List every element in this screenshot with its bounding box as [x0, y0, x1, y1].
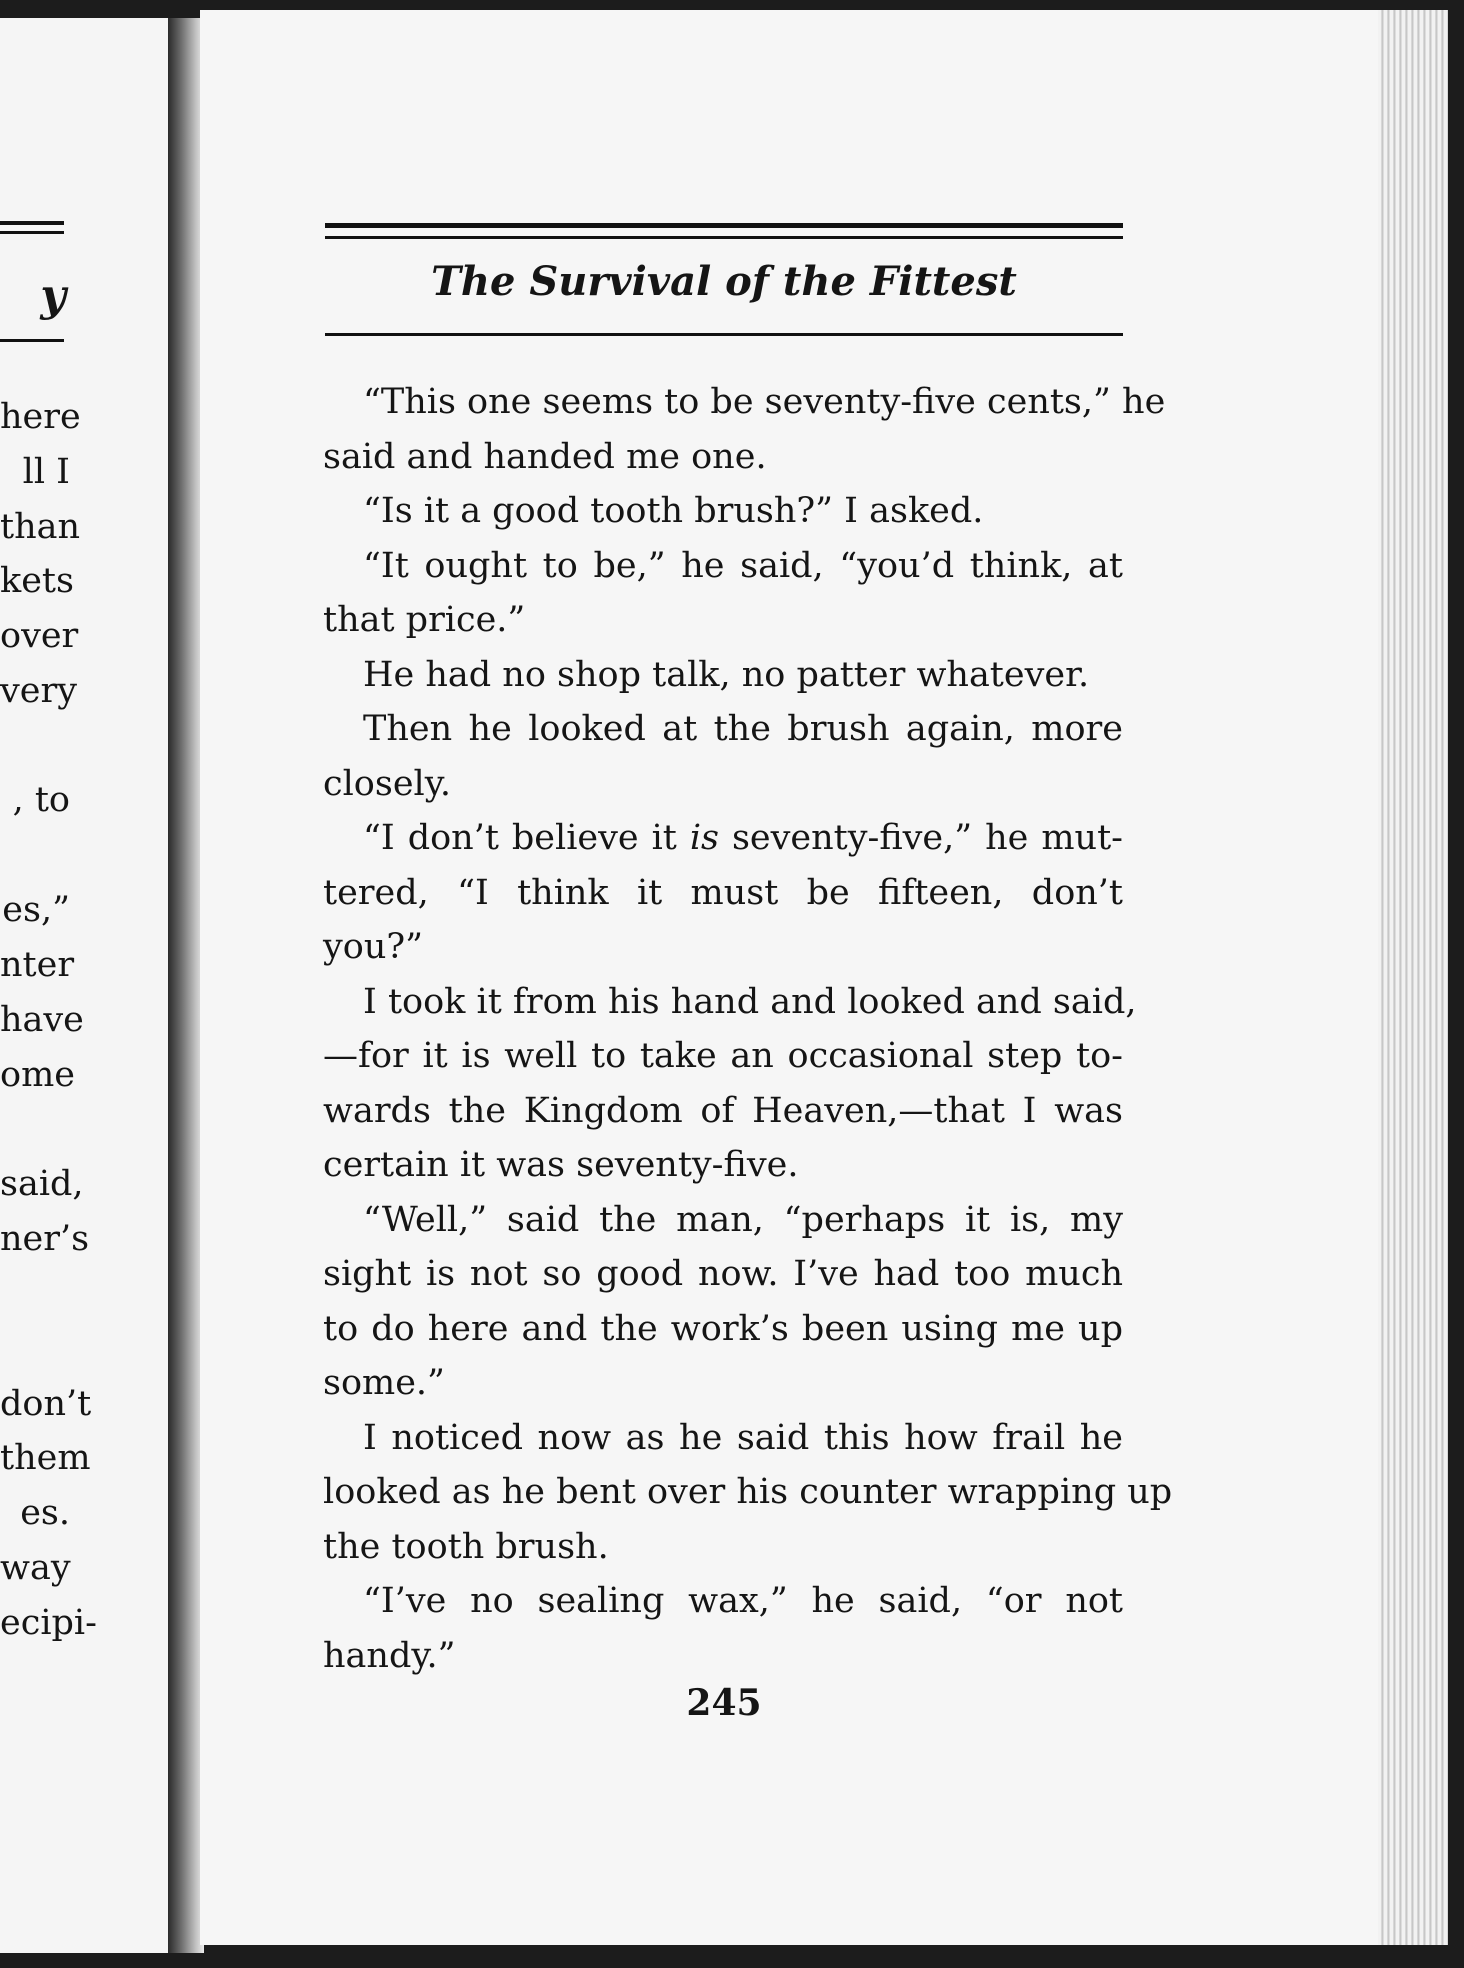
text-line: “It ought to be,” he said, “you’d think, at [363, 545, 1123, 586]
left-text-line: said, [0, 1164, 84, 1204]
left-text-line: ome [0, 1055, 75, 1095]
left-text-line: over [0, 616, 79, 656]
text-line: “Is it a good tooth brush?” I asked. [363, 491, 984, 531]
text-line: “This one seems to be seventy-five cents,” he [363, 382, 1166, 422]
text-line: looked as he bent over his counter wrapping up [323, 1472, 1173, 1512]
text-line: you?” [323, 927, 424, 967]
left-facing-page [0, 18, 172, 1953]
text-line: “Well,” said the man, “perhaps it is, my [363, 1199, 1123, 1240]
text-line: Then he looked at the brush again, more [363, 709, 1123, 749]
left-text-line: ll I [22, 452, 70, 492]
page-edges [1378, 10, 1448, 1945]
text-line: “I’ve no sealing wax,” he said, “or not [363, 1581, 1123, 1621]
left-text-line: than [0, 507, 81, 547]
text-line: “I don’t believe it is seventy-five,” he mut- [363, 818, 1123, 858]
left-text-line: them [0, 1438, 91, 1478]
text-line: —for it is well to take an occasional step to- [323, 1036, 1123, 1076]
emphasis: is [689, 818, 719, 858]
text-line: some.” [323, 1363, 445, 1403]
left-header-rule-thick [0, 221, 64, 225]
text-line: I noticed now as he said this how frail he [363, 1417, 1123, 1458]
book-gutter [168, 18, 204, 1953]
left-text-line: kets [0, 561, 74, 601]
text-line: said and handed me one. [323, 436, 767, 477]
text-line: that price.” [323, 600, 526, 640]
text-line: to do here and the work’s been using me up [323, 1308, 1123, 1349]
header-rule-thin [325, 236, 1123, 239]
left-text-line: , to [12, 780, 70, 820]
left-text-line: es. [20, 1493, 70, 1533]
text-line: handy.” [323, 1635, 456, 1676]
text-line: I took it from his hand and looked and said, [363, 981, 1137, 1022]
header-rule-thick [325, 223, 1123, 228]
text-line: He had no shop talk, no patter whatever. [363, 654, 1090, 695]
left-text-line: have [0, 1000, 84, 1040]
header-rule-under [325, 333, 1123, 336]
text-line: the tooth brush. [323, 1526, 609, 1567]
text-line: certain it was seventy-five. [323, 1145, 799, 1185]
left-text-line: es,” [2, 890, 70, 930]
left-header-rule-under [0, 339, 64, 342]
left-header-rule-thin [0, 231, 64, 234]
page-number: 245 [686, 1682, 762, 1724]
text-line: tered, “I think it must be fifteen, don’t [323, 872, 1123, 913]
text-line: sight is not so good now. I’ve had too much [323, 1254, 1123, 1294]
left-text-line: nter [0, 945, 75, 985]
left-text-line: very [0, 671, 77, 711]
body-text [323, 375, 1173, 1683]
left-text-line: ecipi- [0, 1603, 97, 1643]
left-text-line: here [0, 397, 81, 437]
text-line: wards the Kingdom of Heaven,—that I was [323, 1090, 1123, 1131]
left-text-line: don’t [0, 1384, 92, 1424]
text-line: closely. [323, 763, 451, 804]
left-text-line: ner’s [0, 1219, 90, 1259]
left-running-head-fragment: y [40, 270, 66, 321]
left-text-line: way [0, 1548, 71, 1588]
running-head: The Survival of the Fittest [431, 258, 1017, 305]
